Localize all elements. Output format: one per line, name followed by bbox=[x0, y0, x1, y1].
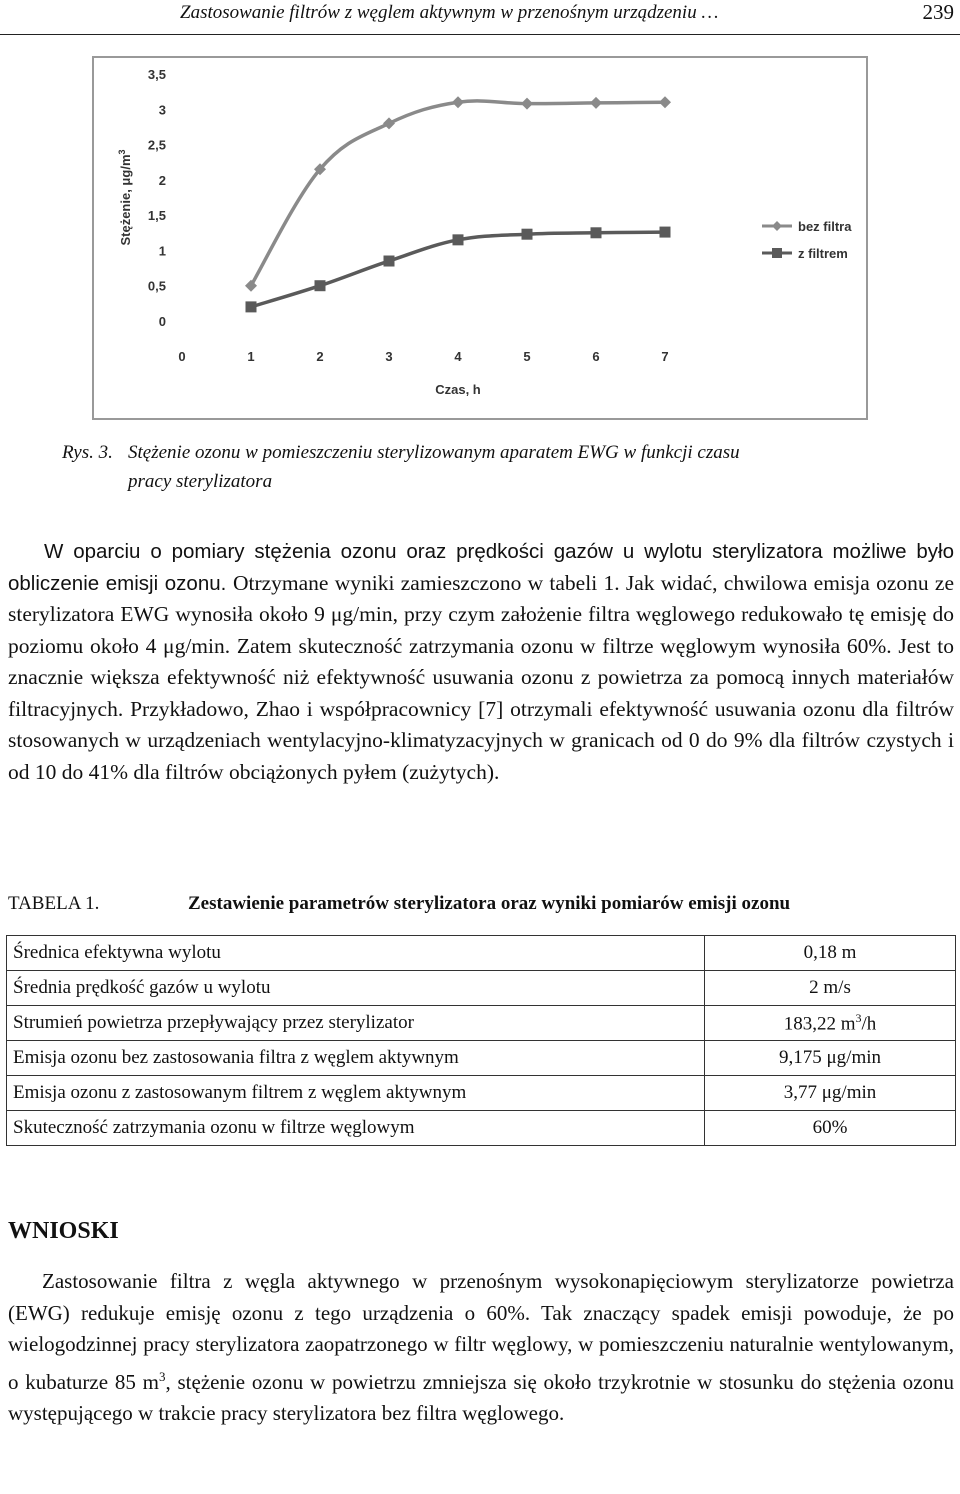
x-tick-label: 7 bbox=[661, 349, 669, 364]
table-cell-param: Strumień powietrza przepływający przez sterylizator bbox=[7, 1006, 705, 1041]
chart-figure bbox=[92, 56, 868, 420]
x-tick-label: 6 bbox=[592, 349, 600, 364]
figure-caption bbox=[62, 438, 922, 496]
value-unit-rest: /h bbox=[861, 1013, 877, 1035]
x-tick-label: 1 bbox=[247, 349, 255, 364]
body-paragraph-1 bbox=[8, 536, 954, 788]
data-point-z-filtrem bbox=[660, 227, 671, 238]
conclusions-superscript: 3 bbox=[158, 1368, 166, 1384]
x-tick-label: 0 bbox=[178, 349, 186, 364]
table-row bbox=[7, 971, 956, 1006]
table-row bbox=[7, 1076, 956, 1111]
data-point-bez-filtra bbox=[452, 96, 464, 108]
x-tick-label: 3 bbox=[385, 349, 393, 364]
data-point-z-filtrem bbox=[246, 301, 257, 312]
table-row bbox=[7, 1111, 956, 1146]
legend-marker bbox=[772, 248, 782, 258]
value-main: 183,22 m bbox=[783, 1013, 856, 1035]
legend-label: z filtrem bbox=[798, 246, 848, 261]
y-tick-label: 2 bbox=[158, 172, 166, 188]
legend-label: bez filtra bbox=[798, 219, 852, 234]
table-cell-value: 60% bbox=[705, 1111, 956, 1146]
caption-label: Rys. 3. bbox=[62, 442, 113, 463]
ozone-line-chart bbox=[94, 58, 866, 418]
conclusions-paragraph bbox=[8, 1266, 954, 1430]
page-number: 239 bbox=[922, 0, 954, 24]
data-point-z-filtrem bbox=[453, 234, 464, 245]
table-row bbox=[7, 1006, 956, 1041]
caption-line1: Stężenie ozonu w pomieszczeniu sterylizowanym aparatem EWG w funkcji czasu bbox=[128, 442, 740, 463]
y-tick-label: 1,5 bbox=[147, 208, 166, 224]
running-header bbox=[0, 0, 960, 35]
table-cell-param: Skuteczność zatrzymania ozonu w filtrze węglowym bbox=[7, 1111, 705, 1146]
data-point-z-filtrem bbox=[315, 280, 326, 291]
data-point-bez-filtra bbox=[521, 98, 533, 110]
data-point-z-filtrem bbox=[384, 256, 395, 267]
y-tick-label: 0,5 bbox=[147, 278, 166, 294]
paragraph1-part2: Otrzymane wyniki zamieszczono w tabeli 1. Jak widać, chwilowa emisja ozonu ze sterylizatora EWG wynosiła około 9 μg/min, przy czym założenie filtra węglowego redukowało tę emisję do poziomu około 4 μg/min. Zatem skuteczność zatrzymania ozonu w filtrze węglowym wynosiła 60%. Jest to znacznie większa efektywność niż efektywność usuwania ozonu z powietrza za pomocą innych materiałów filtracyjnych. Przykładowo, Zhao i współpracownicy [7] otrzymali efektywność usuwania ozonu dla filtrów stosowanych w urządzeniach wentylacyjno-klimatyzacyjnych w granicach od 0 do 9% dla filtrów czystych i od 10 do 41% dla filtrów obciążonych pyłem (zużytych). bbox=[8, 570, 954, 784]
y-axis-title: Stężenie, $\mu g/m^3$ bbox=[117, 149, 133, 246]
data-point-z-filtrem bbox=[522, 229, 533, 240]
caption-line2: pracy sterylizatora bbox=[128, 471, 273, 492]
data-point-z-filtrem bbox=[591, 227, 602, 238]
data-point-bez-filtra bbox=[383, 117, 395, 129]
table-cell-value: 0,18 m bbox=[705, 936, 956, 971]
x-axis-title: Czas, h bbox=[435, 382, 481, 397]
y-tick-label: 2,5 bbox=[147, 137, 166, 153]
table-cell-param: Emisja ozonu bez zastosowania filtra z węglem aktywnym bbox=[7, 1041, 705, 1076]
y-tick-label: 3,5 bbox=[147, 67, 166, 82]
table-cell-value: 3,77 μg/min bbox=[705, 1076, 956, 1111]
table-title: Zestawienie parametrów sterylizatora oraz wyniki pomiarów emisji ozonu bbox=[188, 893, 791, 914]
table-label: TABELA 1. bbox=[8, 893, 100, 914]
running-title: Zastosowanie filtrów z węglem aktywnym w przenośnym urządzeniu … bbox=[180, 2, 719, 23]
x-tick-label: 2 bbox=[316, 349, 324, 364]
value-superscript: 3 bbox=[855, 1010, 862, 1025]
table-cell-param: Średnica efektywna wylotu bbox=[7, 936, 705, 971]
data-point-bez-filtra bbox=[590, 97, 602, 109]
table-cell-value bbox=[705, 1006, 956, 1041]
x-tick-label: 4 bbox=[454, 349, 462, 364]
parameters-table bbox=[6, 935, 956, 1146]
legend-marker bbox=[772, 221, 782, 231]
table-cell-param: Emisja ozonu z zastosowanym filtrem z węglem aktywnym bbox=[7, 1076, 705, 1111]
x-tick-label: 5 bbox=[523, 349, 531, 364]
conclusions-text-b: , stężenie ozonu w powietrzu zmniejsza się około trzykrotnie w stosunku do stężenia ozonu występującego w trakcie pracy sterylizatora bez filtra węglowego. bbox=[8, 1369, 954, 1425]
conclusions-text-a: Zastosowanie filtra z węgla aktywnego w przenośnym wysokonapięciowym sterylizatorze powietrza (EWG) redukuje emisję ozonu z tego urządzenia o 60%. Tak znaczący spadek emisji powoduje, że po wielogodzinnej pracy sterylizatora zaopatrzonego w filtr węglowy, w pomieszczeniu naturalnie wentylowanym, o kubaturze 85 m bbox=[8, 1269, 954, 1394]
table-cell-value: 9,175 μg/min bbox=[705, 1041, 956, 1076]
y-tick-label: 0 bbox=[158, 314, 166, 329]
data-point-bez-filtra bbox=[659, 96, 671, 108]
y-tick-label: 3 bbox=[158, 102, 166, 118]
table-cell-param: Średnia prędkość gazów u wylotu bbox=[7, 971, 705, 1006]
table-row bbox=[7, 1041, 956, 1076]
y-tick-label: 1 bbox=[158, 243, 166, 259]
series-line-bez-filtra bbox=[251, 101, 665, 286]
paragraph1-part1: W oparciu o pomiary stężenia ozonu oraz prędkości gazów u wylotu sterylizatora możliwe było obliczenie emisji ozonu. bbox=[8, 540, 954, 595]
table-cell-value: 2 m/s bbox=[705, 971, 956, 1006]
conclusions-heading: WNIOSKI bbox=[8, 1218, 119, 1244]
table-row bbox=[7, 936, 956, 971]
